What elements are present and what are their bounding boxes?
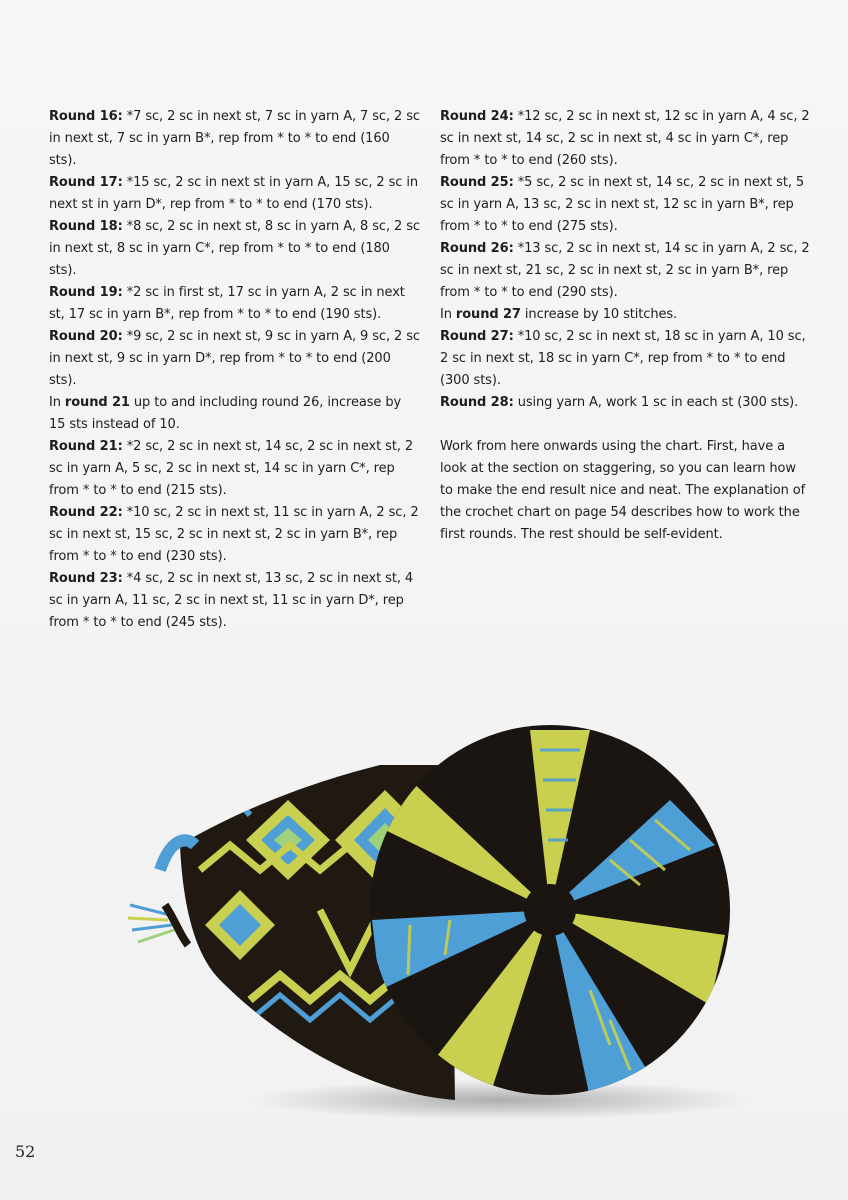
instruction-round-19: Round 19: *2 sc in first st, 17 sc in yarn A, 2 sc in next st, 17 sc in yarn B*, rep from * to * to end (190 sts). [49,285,405,322]
instruction-round-22: Round 22: *10 sc, 2 sc in next st, 11 sc in yarn A, 2 sc, 2 sc in next st, 15 sc, 2 sc in next st, 2 sc in yarn B*, rep from * to * to end (230 sts). [49,505,419,564]
instruction-round-25: Round 25: *5 sc, 2 sc in next st, 14 sc, 2 sc in next st, 5 sc in yarn A, 13 sc, 2 sc in next st, 12 sc in yarn B*, rep from * to * to end (275 sts). [440,175,805,234]
instruction-round-18: Round 18: *8 sc, 2 sc in next st, 8 sc in yarn A, 8 sc, 2 sc in next st, 8 sc in yarn C*, rep from * to * to end (180 sts). [49,219,420,278]
instruction-round-28: Round 28: using yarn A, work 1 sc in each st (300 sts). [440,395,799,410]
instruction-round-21: Round 21: *2 sc, 2 sc in next st, 14 sc, 2 sc in next st, 2 sc in yarn A, 5 sc, 2 sc in next st, 14 sc in yarn C*, rep from * to * to end (215 sts). [49,439,414,498]
instruction-round-17: Round 17: *15 sc, 2 sc in next st in yarn A, 15 sc, 2 sc in next st in yarn D*, rep from * to * to end (170 sts). [49,175,419,212]
left-text-column [49,106,421,634]
increase-note-round-21: In round 21 up to and including round 26, increase by 15 sts instead of 10. [49,395,402,432]
increase-note-round-27: In round 27 increase by 10 stitches. [440,307,678,322]
right-text-column [440,106,810,546]
instruction-round-16: Round 16: *7 sc, 2 sc in next st, 7 sc in yarn A, 7 sc, 2 sc in next st, 7 sc in yarn B*, rep from * to * to end (160 sts). [49,109,420,168]
crochet-bag-photo [110,720,750,1120]
page-number: 52 [15,1142,36,1161]
instruction-round-27: Round 27: *10 sc, 2 sc in next st, 18 sc in yarn A, 10 sc, 2 sc in next st, 18 sc in yarn C*, rep from * to * to end (300 sts). [440,329,806,388]
instruction-round-24: Round 24: *12 sc, 2 sc in next st, 12 sc in yarn A, 4 sc, 2 sc in next st, 14 sc, 2 sc in next st, 4 sc in yarn C*, rep from * to * to end (260 sts). [440,109,810,168]
instruction-round-26: Round 26: *13 sc, 2 sc in next st, 14 sc in yarn A, 2 sc, 2 sc in next st, 21 sc, 2 sc in next st, 2 sc in yarn B*, rep from * to * to end (290 sts). [440,241,810,300]
paragraph-gap [440,414,810,436]
instruction-round-20: Round 20: *9 sc, 2 sc in next st, 9 sc in yarn A, 9 sc, 2 sc in next st, 9 sc in yarn D*, rep from * to * to end (200 sts). [49,329,420,388]
instruction-round-23: Round 23: *4 sc, 2 sc in next st, 13 sc, 2 sc in next st, 4 sc in yarn A, 11 sc, 2 sc in next st, 11 sc in yarn D*, rep from * to * to end (245 sts). [49,571,414,630]
chart-instructions-paragraph: Work from here onwards using the chart. First, have a look at the section on staggering, so you can learn how to make the end result nice and neat. The explanation of the crochet chart on page 54 describes how to work the first rounds. The rest should be self-evident. [440,439,806,542]
